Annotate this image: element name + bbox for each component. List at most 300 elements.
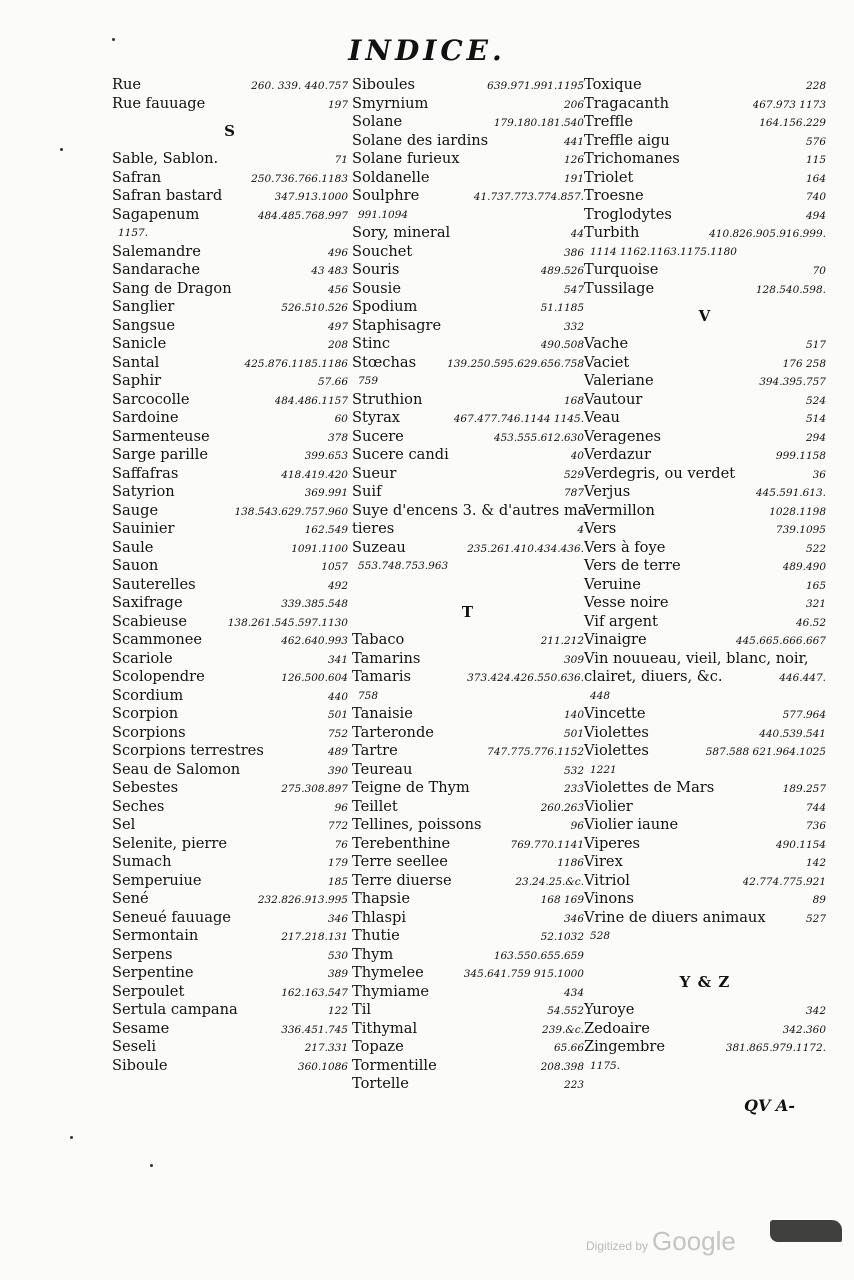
page-refs: 501 (327, 709, 348, 721)
index-entry (584, 428, 826, 447)
page-refs: 217.331 (304, 1042, 348, 1054)
index-term: Safran (112, 168, 162, 186)
index-entry (112, 372, 348, 391)
page-refs: 378 (327, 431, 348, 444)
index-term: Sang de Dragon (112, 279, 232, 297)
index-entry (584, 150, 826, 169)
index-term: Verjus (584, 483, 631, 500)
index-entry (112, 742, 348, 761)
index-entry (584, 169, 826, 188)
index-term: Scorpion (112, 705, 179, 722)
index-term: Sené (112, 890, 149, 907)
index-term: Verdegris, ou verdet (584, 464, 736, 482)
index-term: Stinc (352, 335, 391, 352)
index-term: Turbith (584, 224, 640, 241)
index-term: Seches (112, 797, 165, 815)
page-refs: 162.549 (304, 524, 348, 536)
index-entry (112, 354, 348, 373)
index-entry (112, 909, 348, 928)
page-refs: 496 (327, 246, 348, 259)
index-entry (112, 650, 348, 669)
index-term: Tarteronde (352, 723, 434, 741)
page-refs: 164.156.229 (759, 117, 826, 129)
index-entry (112, 95, 348, 114)
index-entry (352, 317, 584, 336)
page-refs: 341 (327, 653, 348, 666)
index-entry (352, 354, 584, 373)
index-entry (352, 853, 584, 872)
index-entry (112, 465, 348, 484)
index-term: Thapsie (352, 890, 410, 907)
page-refs: 176 258 (782, 357, 826, 370)
page-refs: 490.508 (540, 339, 584, 351)
index-term: Vaciet (584, 353, 630, 371)
page-refs: 489 (327, 746, 348, 758)
section-letter-heading: Y & Z (679, 973, 731, 991)
page-refs: 501 (563, 727, 584, 740)
page-refs: 369.991 (304, 487, 348, 499)
index-term: Scariole (112, 649, 173, 667)
scan-speck (150, 1164, 153, 1167)
index-term: Vinons (584, 890, 635, 907)
page-refs: 446.447. (779, 672, 826, 684)
index-entry (584, 853, 826, 872)
index-entry (584, 446, 826, 465)
index-entry (584, 909, 826, 928)
index-term: Sueur (352, 464, 397, 482)
index-term: Serpoulet (112, 982, 185, 1000)
index-term: Vinaigre (584, 631, 647, 648)
page-refs: 208.398 (540, 1060, 584, 1073)
page-refs: 140 (563, 709, 584, 721)
page-refs: 576 (805, 135, 826, 148)
page-refs: 342.360 (782, 1023, 826, 1036)
page-refs: 381.865.979.1172. (725, 1042, 826, 1054)
page-refs-continued: 1221 (590, 763, 617, 776)
section-letter-heading: S (224, 122, 236, 140)
page-refs: 142 (805, 857, 826, 869)
index-term: Siboule (112, 1056, 168, 1074)
index-entry (112, 872, 348, 891)
index-term: Toxique (584, 76, 642, 93)
index-entry (584, 280, 826, 299)
index-term: Scordium (112, 686, 184, 704)
index-entry (352, 983, 584, 1002)
index-term: Stœchas (352, 353, 417, 371)
index-entry (352, 1075, 584, 1094)
page-refs: 497 (327, 320, 348, 333)
index-term: clairet, diuers, &c. (584, 668, 723, 685)
index-term: Scorpions terrestres (112, 742, 264, 759)
page-refs: 373.424.426.550.636. (467, 672, 584, 684)
index-term: Teillet (352, 797, 398, 815)
index-entry (112, 280, 348, 299)
index-term: Terre seellee (352, 853, 448, 870)
index-entry (112, 594, 348, 613)
page-refs: 126.500.604 (281, 672, 348, 684)
index-entry (352, 150, 584, 169)
index-term: Veragenes (584, 427, 662, 445)
index-term: Tartre (352, 742, 398, 759)
index-entry (112, 428, 348, 447)
index-term: Souris (352, 261, 400, 278)
page-refs-continued: 1175. (590, 1059, 621, 1072)
index-term: Salemandre (112, 242, 201, 260)
index-term: Scolopendre (112, 668, 205, 685)
index-term: Sermontain (112, 927, 199, 944)
index-term: Valeriane (584, 372, 654, 389)
page-refs: 223 (563, 1079, 584, 1091)
page-refs: 185 (327, 875, 348, 888)
index-entry (584, 668, 826, 687)
page-refs: 453.555.612.630 (493, 431, 584, 444)
page-refs: 577.964 (782, 709, 826, 721)
index-term: Sauinier (112, 520, 175, 537)
page-refs: 206 (563, 98, 584, 111)
index-term: Tanaisie (352, 705, 413, 722)
page-refs: 239.&c. (542, 1023, 584, 1036)
page-refs: 52.1032 (540, 931, 584, 943)
page-refs: 179.180.181.540 (493, 117, 584, 129)
index-term: Siboules (352, 76, 415, 93)
index-term: Terebenthine (352, 834, 451, 852)
index-entry (584, 1020, 826, 1039)
page-refs: 386 (563, 246, 584, 259)
page-refs: 999.1158 (775, 450, 826, 462)
index-term: Seseli (112, 1038, 157, 1055)
index-entry-continuation (584, 1057, 826, 1076)
page-refs: 126 (563, 154, 584, 166)
page-refs: 46.52 (795, 616, 826, 629)
page-refs-continued: 528 (590, 930, 611, 942)
index-entry (112, 927, 348, 946)
index-entry (352, 631, 584, 650)
index-entry (112, 76, 348, 95)
index-term: Sauterelles (112, 575, 196, 593)
index-term: Vrine de diuers animaux (584, 908, 766, 926)
page-refs: 489.490 (782, 561, 826, 573)
scan-speck (60, 148, 63, 151)
page-refs: 440.539.541 (759, 727, 826, 740)
index-entry (352, 1038, 584, 1057)
index-term: Troglodytes (584, 205, 672, 223)
index-entry (352, 668, 584, 687)
page-refs: 163.550.655.659 (493, 949, 584, 962)
index-term: Teigne de Thym (352, 779, 470, 796)
index-entry (352, 280, 584, 299)
index-term: Violier iaune (584, 816, 679, 833)
index-entry (352, 816, 584, 835)
index-entry (112, 446, 348, 465)
index-term: Sarge parille (112, 446, 208, 463)
index-entry (112, 391, 348, 410)
index-term: Soulphre (352, 187, 420, 204)
index-entry (584, 576, 826, 595)
index-entry (112, 520, 348, 539)
index-entry (584, 409, 826, 428)
index-term: Staphisagre (352, 316, 442, 334)
index-term: Sesame (112, 1019, 170, 1037)
index-term: Scammonee (112, 631, 203, 648)
page-refs: 524 (805, 394, 826, 407)
page-refs: 445.665.666.667 (735, 635, 826, 647)
index-term: Rue fauuage (112, 94, 206, 112)
scan-speck (70, 1136, 73, 1139)
page-refs: 529 (563, 468, 584, 481)
catchword: QV A- (744, 1096, 795, 1115)
page-refs: 76 (334, 838, 348, 851)
page-refs-continued: 1157. (118, 227, 149, 239)
page-refs: 639.971.991.1195 (487, 80, 584, 92)
page-refs: 342 (805, 1005, 826, 1017)
index-entry (112, 613, 348, 632)
index-term: Sebestes (112, 779, 179, 796)
index-entry (352, 261, 584, 280)
page-refs: 339.385.548 (281, 598, 348, 610)
page-refs: 787 (563, 487, 584, 499)
index-term: Tamaris (352, 668, 411, 685)
index-entry (112, 261, 348, 280)
page-refs: 168 (563, 394, 584, 407)
index-term: Sory, mineral (352, 224, 451, 241)
page-refs: 275.308.897 (281, 783, 348, 795)
index-term: Veruine (584, 575, 641, 593)
index-entry (584, 354, 826, 373)
index-entry (352, 335, 584, 354)
page-refs: 587.588 621.964.1025 (705, 746, 826, 758)
index-entry (584, 631, 826, 650)
page-refs: 456 (327, 283, 348, 296)
page-refs: 89 (812, 894, 826, 906)
index-term: Sardoine (112, 409, 179, 426)
index-entry (352, 465, 584, 484)
index-entry (352, 909, 584, 928)
index-term: Vincette (584, 705, 646, 722)
page-refs: 51.1185 (540, 302, 584, 314)
page-refs: 336.451.745 (281, 1023, 348, 1036)
index-term: Vif argent (584, 612, 658, 630)
page-refs: 752 (327, 727, 348, 740)
index-entry (112, 557, 348, 576)
page-refs: 494 (805, 209, 826, 222)
page-refs: 522 (805, 542, 826, 555)
page-refs: 490.1154 (775, 838, 826, 851)
index-column-2 (352, 76, 592, 1094)
index-entry-continuation (352, 687, 584, 706)
index-entry (584, 872, 826, 891)
scan-smudge (770, 1220, 842, 1242)
index-entry (352, 927, 584, 946)
index-term: Struthion (352, 390, 423, 408)
index-term: Sarmenteuse (112, 427, 210, 445)
index-term: Tussilage (584, 279, 655, 297)
index-term: Rue (112, 76, 142, 93)
page-refs: 44 (570, 228, 584, 240)
page-refs: 138.543.629.757.960 (234, 505, 348, 518)
index-entry (584, 1038, 826, 1057)
index-term: Scorpions (112, 723, 186, 741)
index-entry (352, 1057, 584, 1076)
index-entry-continuation (352, 372, 584, 391)
index-entry (112, 816, 348, 835)
page-refs: 70 (812, 265, 826, 277)
index-term: Turquoise (584, 261, 659, 278)
index-term: Sarcocolle (112, 390, 190, 408)
index-entry (584, 557, 826, 576)
index-entry (352, 298, 584, 317)
index-term: Smyrnium (352, 94, 429, 112)
digitized-footer (586, 1226, 736, 1257)
index-term: Sangsue (112, 316, 175, 334)
page-refs: 54.552 (547, 1005, 584, 1017)
index-entry-continuation (584, 761, 826, 780)
index-term: Seau de Salomon (112, 760, 241, 778)
index-term: Terre diuerse (352, 871, 452, 889)
index-entry (584, 613, 826, 632)
index-entry (112, 1038, 348, 1057)
index-entry (112, 483, 348, 502)
index-entry (112, 631, 348, 650)
index-entry (584, 835, 826, 854)
index-term: Soldanelle (352, 168, 430, 186)
page-refs-continued: 991.1094 (358, 208, 409, 221)
index-term: Suif (352, 483, 382, 500)
index-entry (352, 798, 584, 817)
index-entry (584, 76, 826, 95)
page-refs: 23.24.25.&c. (515, 875, 584, 888)
index-entry (584, 261, 826, 280)
index-term: Sousie (352, 279, 401, 297)
index-term: Zingembre (584, 1038, 665, 1055)
page-refs: 164 (805, 172, 826, 185)
page-refs: 217.218.131 (281, 931, 348, 943)
page-refs: 434 (563, 986, 584, 999)
spacer (352, 576, 584, 595)
page-refs: 346 (327, 912, 348, 925)
index-term: Zedoaire (584, 1019, 650, 1037)
index-term: Violier (584, 797, 633, 815)
index-entry-continuation (352, 206, 584, 225)
index-entry (584, 1001, 826, 1020)
page-refs: 445.591.613. (755, 487, 826, 499)
index-term: Tellines, poissons (352, 816, 482, 833)
index-term: Seneué fauuage (112, 908, 231, 926)
index-entry (352, 169, 584, 188)
page-refs-continued: 448 (590, 689, 611, 702)
index-entry (584, 816, 826, 835)
index-term: Tithymal (352, 1019, 418, 1037)
page-refs: 138.261.545.597.1130 (227, 616, 348, 629)
index-term: Trichomanes (584, 150, 680, 167)
page-refs: 250.736.766.1183 (251, 172, 348, 185)
page-refs: 360.1086 (297, 1060, 348, 1073)
index-entry (352, 187, 584, 206)
index-term: Treffle (584, 113, 634, 130)
page-refs: 1091.1100 (291, 542, 348, 555)
page-refs: 418.419.420 (281, 468, 348, 481)
index-entry (112, 983, 348, 1002)
index-term: Solane (352, 113, 403, 130)
index-entry (112, 206, 348, 225)
index-term: Teureau (352, 760, 413, 778)
index-entry (112, 502, 348, 521)
index-term: Suye d'encens 3. & d'autres ma- (352, 501, 592, 519)
page-refs: 441 (563, 135, 584, 148)
scan-speck (112, 38, 115, 41)
index-entry (112, 317, 348, 336)
page-refs: 43 483 (311, 265, 348, 277)
index-entry (352, 890, 584, 909)
index-term: Sanglier (112, 298, 175, 315)
index-entry (352, 76, 584, 95)
index-entry (112, 409, 348, 428)
index-term: Sertula campana (112, 1001, 238, 1018)
index-term: Virex (584, 853, 623, 870)
index-entry (584, 724, 826, 743)
digitized-label: Digitized by (586, 1239, 649, 1253)
index-entry (584, 520, 826, 539)
index-term: Scabieuse (112, 612, 188, 630)
index-entry-continuation (584, 243, 826, 262)
index-term: Troesne (584, 187, 644, 204)
index-entry (112, 335, 348, 354)
index-entry (584, 594, 826, 613)
index-entry (584, 224, 826, 243)
index-term: Tortelle (352, 1075, 409, 1092)
page-refs: 40 (570, 450, 584, 462)
section-letter-heading: T (461, 603, 475, 621)
index-term: tieres (352, 520, 395, 537)
index-term: Sauge (112, 501, 159, 519)
index-term: Solane furieux (352, 150, 460, 167)
index-entry (352, 742, 584, 761)
page-refs: 4 (577, 524, 584, 536)
index-entry (584, 502, 826, 521)
page-refs: 744 (805, 801, 826, 814)
spacer (584, 946, 826, 965)
page-refs: 189.257 (782, 783, 826, 795)
index-entry (584, 391, 826, 410)
index-term: Sandarache (112, 261, 201, 278)
page-refs: 527 (805, 912, 826, 925)
page-refs: 233 (563, 783, 584, 795)
page-refs: 347.913.1000 (274, 191, 348, 203)
index-term: Sucere candi (352, 446, 449, 463)
index-term: Viperes (584, 834, 641, 852)
page-refs: 309 (563, 653, 584, 666)
index-term: Serpentine (112, 964, 194, 981)
page-refs: 747.775.776.1152 (487, 746, 584, 758)
page-refs: 165 (805, 579, 826, 592)
page-refs: 1028.1198 (769, 505, 826, 518)
index-entry (352, 501, 592, 521)
page-refs: 197 (327, 98, 348, 111)
index-term: Violettes de Mars (584, 779, 715, 796)
index-term: Verdazur (584, 446, 651, 463)
page-refs: 489.526 (540, 265, 584, 277)
index-entry (112, 835, 348, 854)
page-refs-continued: 1114 1162.1163.1175.1180 (590, 245, 737, 258)
page-refs: 96 (334, 801, 348, 814)
index-entry (112, 724, 348, 743)
page-refs: 410.826.905.916.999. (709, 228, 826, 240)
page-refs: 394.395.757 (759, 376, 826, 388)
index-term: Satyrion (112, 483, 175, 500)
index-term: Saule (112, 538, 154, 556)
index-term: Violettes (584, 742, 649, 759)
index-term: Thymiame (352, 982, 430, 1000)
page-refs: 122 (327, 1005, 348, 1017)
